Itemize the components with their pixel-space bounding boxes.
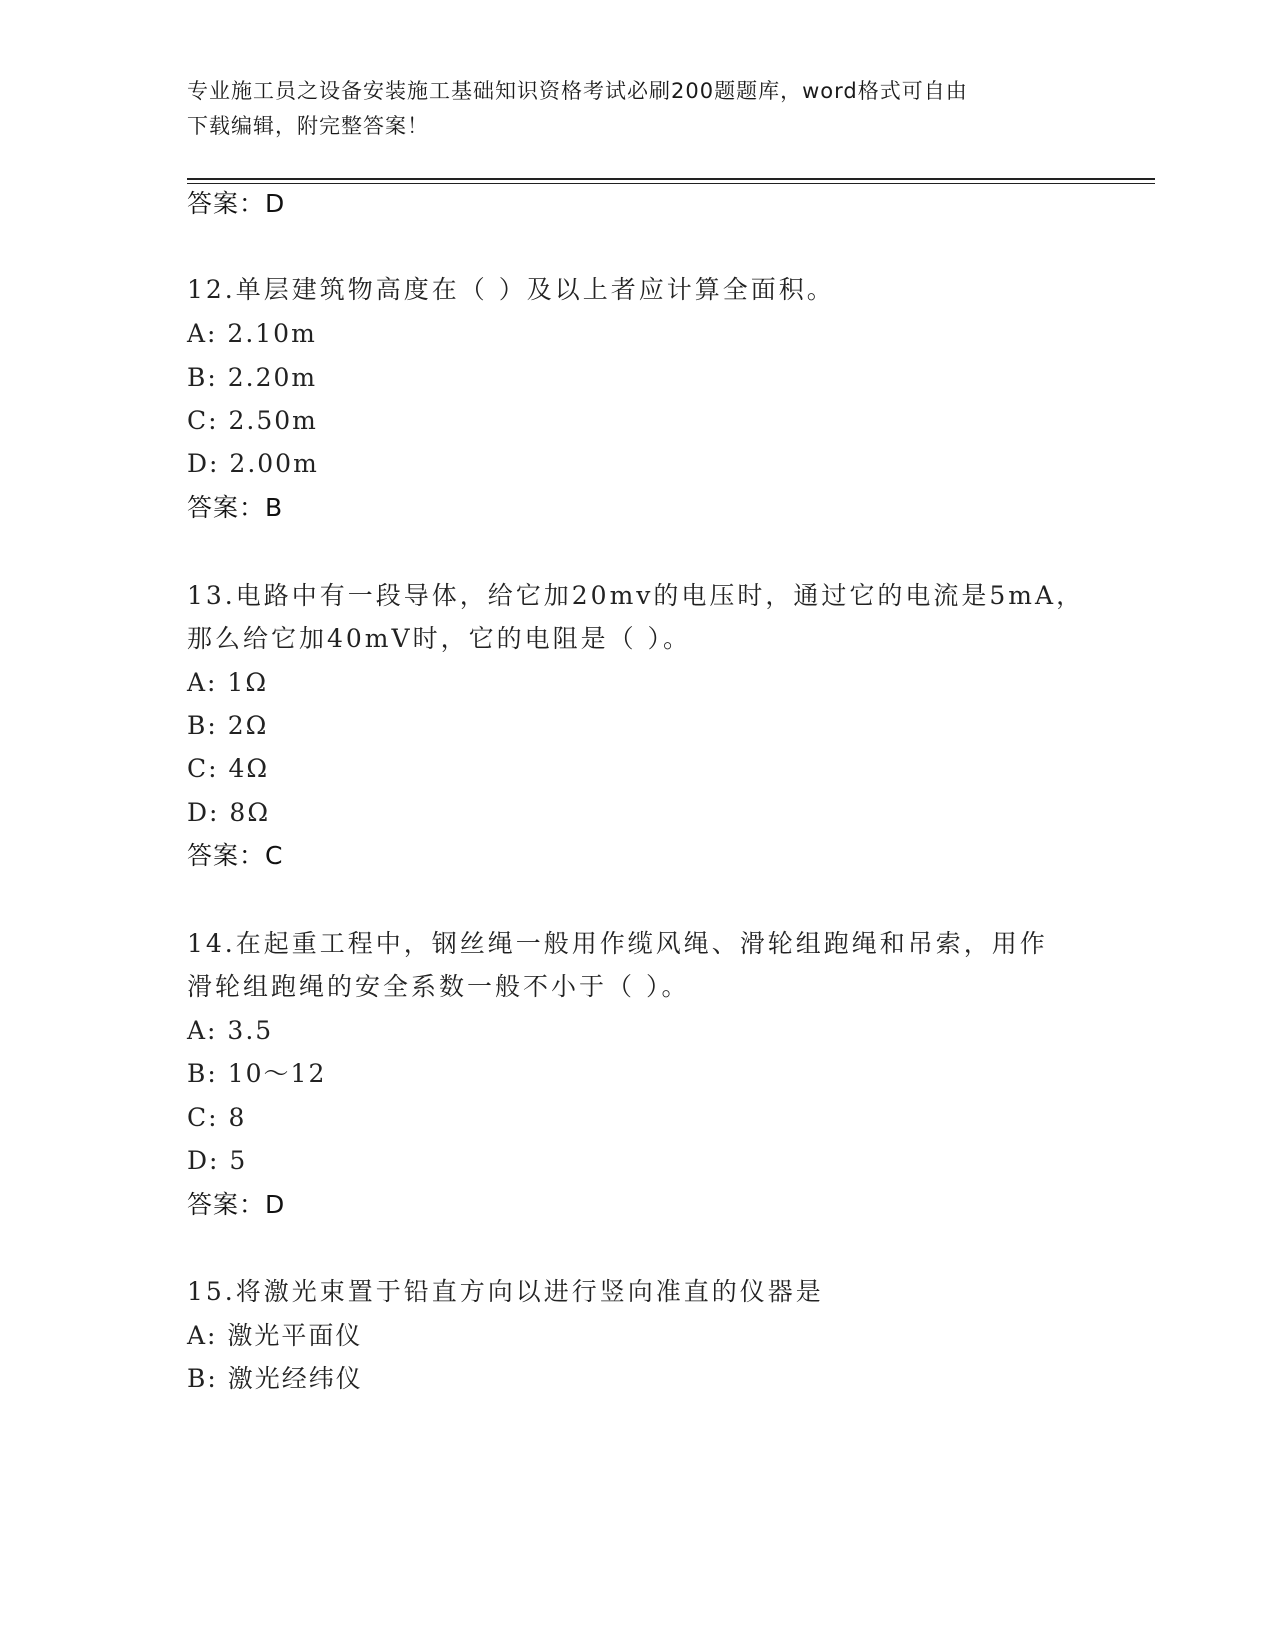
option-b: B: 10～12: [187, 1059, 327, 1088]
header-line-2: 下载编辑，附完整答案！: [187, 114, 429, 138]
header-line-1: 专业施工员之设备安装施工基础知识资格考试必刷200题题库，word格式可自由: [187, 79, 968, 103]
option-a: A: 3.5: [187, 1016, 274, 1045]
answer: 答案：D: [187, 1190, 286, 1219]
header-rule-thick: [187, 178, 1155, 180]
option-d: D: 8Ω: [187, 798, 271, 827]
option-b: B: 2.20m: [187, 363, 318, 392]
question-stem: 12.单层建筑物高度在（ ）及以上者应计算全面积。: [187, 275, 835, 304]
question-stem: 14.在起重工程中，钢丝绳一般用作缆风绳、滑轮组跑绳和吊索，用作: [187, 929, 1048, 958]
option-a: A: 激光平面仪: [187, 1321, 363, 1350]
answer: 答案：B: [187, 493, 284, 522]
option-a: A: 1Ω: [187, 668, 269, 697]
option-d: D: 5: [187, 1146, 248, 1175]
answer: 答案：C: [187, 841, 284, 870]
option-d: D: 2.00m: [187, 449, 319, 478]
option-a: A: 2.10m: [187, 319, 317, 348]
question-stem: 15.将激光束置于铅直方向以进行竖向准直的仪器是: [187, 1277, 824, 1306]
question-stem-continued: 那么给它加40mV时，它的电阻是（ ）。: [187, 624, 692, 653]
document-header: [187, 74, 1087, 144]
header-rule-thin: [187, 183, 1155, 184]
question-stem-continued: 滑轮组跑绳的安全系数一般不小于（ ）。: [187, 972, 690, 1001]
previous-answer: 答案：D: [187, 189, 286, 218]
option-c: C: 8: [187, 1103, 247, 1132]
option-c: C: 2.50m: [187, 406, 318, 435]
option-b: B: 激光经纬仪: [187, 1364, 363, 1393]
option-c: C: 4Ω: [187, 754, 270, 783]
question-stem: 13.电路中有一段导体，给它加20mv的电压时，通过它的电流是5mA，: [187, 581, 1085, 610]
option-b: B: 2Ω: [187, 711, 269, 740]
